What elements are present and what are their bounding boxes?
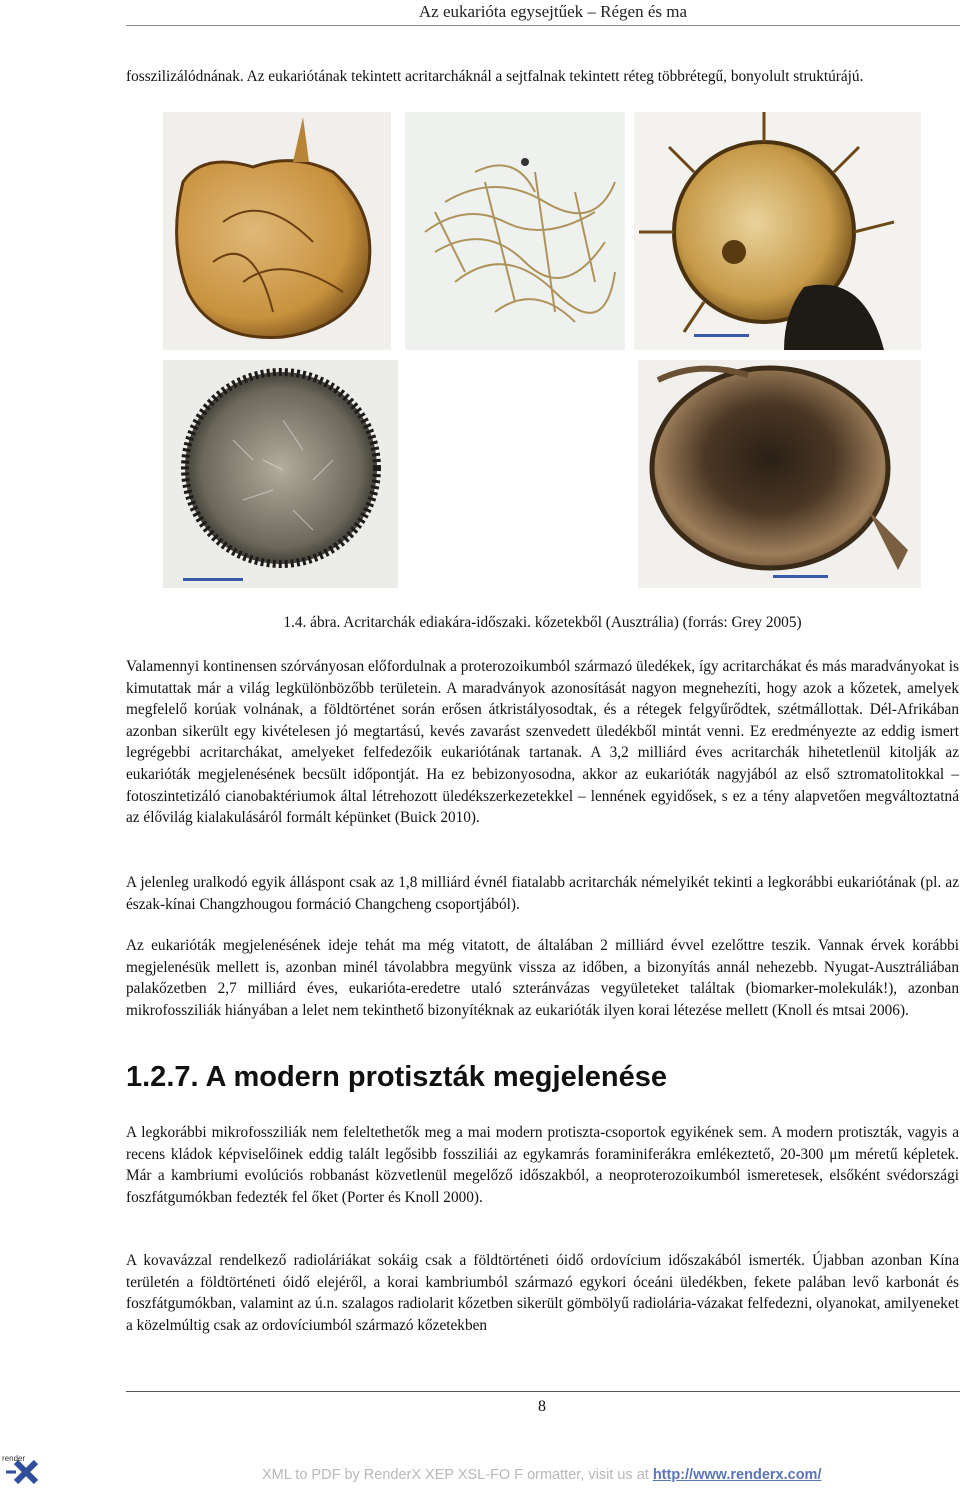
fossil-shape-1 [163,112,391,350]
fossil-shape-5 [638,360,921,588]
fossil-image-2 [405,112,625,350]
paragraph-4: Az eukarióták megjelenésének ideje tehát ma még vitatott, de általában 2 milliárd évvel ezelőttre teszik. Vannak érvek korábbi megjelenésük mellett is, azonban minél távolabbra megyünk vissza az időben, a bizonyítás annál nehezebb. Nyugat-Ausztráliában palakőzetben 2,7 milliárd éves, eukarióta-eredetre utaló szteránvázas vegyületeket találtak (biomarker-molekulák!), azonban mikrofossziliák hiányában a lelet nem tekinthető bizonyítéknak az eukarióták ilyen korai létezése mellett (Knoll és mtsai 2006). [126,937,959,1019]
paragraph-5: A legkorábbi mikrofossziliák nem feleltethetők meg a mai modern protiszta-csoportok egyikének sem. A modern protiszták, vagyis a recens kládok képviselőinek eddig talált legősibb fossziliái az egykamrás foraminiferákra emlékeztető, 20-300 μm méretű képletek. Már a kambriumi evolúciós robbanást közvetlenül megelőző időszakból, a neoproterozoikumból ismeretesek, elsőként svédországi foszfátgumókban fedezték fel őket (Porter és Knoll 2000). [126,1124,959,1206]
fossil-shape-3 [634,112,921,350]
fossil-image-3 [634,112,921,350]
running-title: Az eukarióta egysejtűek – Régen és ma [418,2,687,21]
fossil-shape-2 [405,112,625,350]
header-rule [126,25,960,26]
fossil-image-1 [163,112,391,350]
section-heading: 1.2.7. A modern protiszták megjelenése [126,1061,667,1093]
fossil-image-4 [163,360,398,588]
renderx-link[interactable]: http://www.renderx.com/ [652,1467,822,1483]
fossil-shape-4 [163,360,398,588]
paragraph-intro: fosszilizálódnának. Az eukariótának tekintett acritarcháknál a sejtfalnak tekintett réteg többrétegű, bonyolult struktúrájú. [126,68,864,85]
renderx-footer-text: XML to PDF by RenderX XEP XSL-FO F ormatter, visit us at [262,1467,653,1483]
figure-caption: 1.4. ábra. Acritarchák ediakára-időszaki. kőzetekből (Ausztrália) (forrás: Grey 2005) [283,614,802,631]
renderx-footer [262,1467,821,1483]
paragraph-3: A jelenleg uralkodó egyik álláspont csak az 1,8 milliárd évnél fiatalabb acritarchák némelyikét tekinti a legkorábbi eukariótának (pl. az észak-kínai Changzhougou formáció Changcheng csoportjából). [126,874,959,913]
page-number: 8 [538,1398,546,1415]
footer-rule [126,1391,960,1392]
fossil-image-5 [638,360,921,588]
renderx-logo[interactable] [2,1454,42,1484]
paragraph-6: A kovavázzal rendelkező radioláriákat sokáig csak a földtörténeti óidő ordovícium időszakából ismerték. Újabban azonban Kína területén a földtörténeti óidő elejéről, a korai kambriumból származó egykori óceáni üledékben, fekete palában levő karbonát és foszfátgumókban, valamint az ú.n. szalagos radiolarit kőzetben sikerült gömbölyű radiolária-vázakat felfedezni, olyanokat, amilyeneket a közelmúltig csak az ordovíciumból származó kőzetekben [126,1252,959,1334]
running-header [0,0,960,26]
renderx-logo-word: render [2,1454,26,1463]
paragraph-2: Valamennyi kontinensen szórványosan előfordulnak a proterozoikumból származó üledékek, így acritarchákat és más maradványokat is kimutattak már a világ legkülönbözőbb területein. A maradványok azonosítását nagyon megnehezíti, hogy azok a kőzetek, amelyek megfelelő korúak volnának, a földtörténet során erősen átkristályosodtak, és a rétegek felgyűrődtek, szétmállottak. Dél-Afrikában azonban sikerült egy kivételesen jó megtartású, kevés zavarást szenvedett üledékből mintát venni. Ez eredményezte az eddig ismert legrégebbi acritarchákat, amelyeket felfedezőik eukariótának tartanak. A 3,2 milliárd éves acritarchák hihetetlenül kitolják az eukarióták megjelenésének becsült időpontját. Ha ez bebizonyosodna, akkor az eukarióták nagyjából az első sztromatolitokkal – fotoszintetizáló cianobaktériumok által létrehozott üledékszerkezetekkel – lennének egyidősek, s ez a tény alapvetően megváltoztatná az élővilág kialakulásáról formált képünket (Buick 2010). [126,658,959,827]
